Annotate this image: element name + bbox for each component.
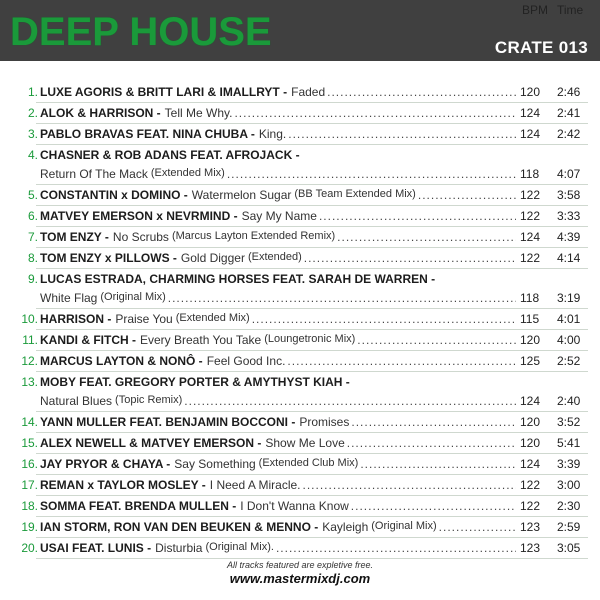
- track-number: 11.: [22, 333, 38, 347]
- dot-leader: [357, 333, 516, 347]
- dot-leader: [234, 106, 516, 120]
- track-artist: KANDI & FITCH -: [40, 333, 136, 347]
- dot-leader: [168, 291, 516, 305]
- track-row: [0, 82, 600, 103]
- dot-leader: [439, 520, 516, 534]
- track-time: 2:52: [557, 354, 581, 368]
- track-title: No Scrubs: [112, 230, 169, 244]
- track-title: Promises: [299, 415, 350, 429]
- track-bpm: 115: [520, 312, 540, 326]
- track-number: 17.: [21, 478, 38, 492]
- track-artist: ALEX NEWELL & MATVEY EMERSON -: [40, 436, 262, 450]
- track-row: [0, 185, 600, 206]
- track-artist: LUXE AGORIS & BRITT LARI & IMALLRYT -: [40, 85, 288, 99]
- track-row: [0, 517, 600, 538]
- track-bpm: 122: [520, 251, 541, 265]
- dot-leader: [347, 436, 516, 450]
- track-title: Tell Me Why.: [164, 106, 233, 120]
- track-bpm: 124: [520, 230, 541, 244]
- track-row: [0, 372, 600, 412]
- track-number: 6.: [27, 209, 38, 223]
- track-number: 13.: [21, 375, 38, 389]
- track-time: 2:59: [557, 520, 581, 534]
- track-title: Natural Blues: [40, 394, 113, 408]
- track-title: Feel Good Inc.: [206, 354, 286, 368]
- track-mix: (Marcus Layton Extended Remix): [171, 230, 336, 242]
- dot-leader: [252, 312, 516, 326]
- track-number: 19.: [21, 520, 38, 534]
- footer-note: All tracks featured are expletive free.: [226, 560, 374, 570]
- track-row: [0, 475, 600, 496]
- track-mix: (Extended Mix): [175, 312, 250, 324]
- track-artist: MOBY FEAT. GREGORY PORTER & AMYTHYST KIAH -: [40, 375, 350, 389]
- track-artist: USAI FEAT. LUNIS -: [40, 541, 152, 555]
- track-time: 3:19: [557, 291, 581, 305]
- track-number: 14.: [21, 415, 38, 429]
- track-mix: (BB Team Extended Mix): [294, 188, 416, 200]
- track-time: 3:58: [557, 188, 581, 202]
- time-column-header: Time: [557, 3, 584, 17]
- track-artist: JAY PRYOR & CHAYA -: [40, 457, 171, 471]
- dot-leader: [184, 394, 516, 408]
- dot-leader: [288, 127, 516, 141]
- track-row: [0, 248, 600, 269]
- track-bpm: 122: [520, 188, 541, 202]
- track-title: Every Breath You Take: [140, 333, 262, 347]
- track-artist: CHASNER & ROB ADANS FEAT. AFROJACK -: [40, 148, 300, 162]
- track-bpm: 124: [520, 394, 541, 408]
- track-mix: (Original Mix): [100, 291, 166, 303]
- track-row: [0, 206, 600, 227]
- track-artist: TOM ENZY -: [40, 230, 109, 244]
- track-row: [0, 227, 600, 248]
- dot-leader: [319, 209, 516, 223]
- row-divider: [36, 558, 588, 559]
- track-number: 2.: [27, 106, 38, 120]
- page-title: DEEP HOUSE: [10, 10, 272, 54]
- track-title: Say My Name: [241, 209, 317, 223]
- track-mix: (Extended Club Mix): [258, 457, 359, 469]
- track-bpm: 124: [520, 127, 541, 141]
- track-mix: (Extended): [247, 251, 302, 263]
- track-time: 3:05: [557, 541, 581, 555]
- track-time: 2:41: [557, 106, 581, 120]
- header-bar: [0, 0, 600, 61]
- track-row: [0, 412, 600, 433]
- track-time: 2:40: [557, 394, 581, 408]
- track-time: 2:30: [557, 499, 581, 513]
- track-time: 4:07: [557, 167, 581, 181]
- track-artist: HARRISON -: [40, 312, 112, 326]
- track-title: I Don't Wanna Know: [240, 499, 349, 513]
- track-mix: (Original Mix).: [205, 541, 274, 553]
- track-artist: PABLO BRAVAS FEAT. NINA CHUBA -: [40, 127, 255, 141]
- track-artist: SOMMA FEAT. BRENDA MULLEN -: [40, 499, 237, 513]
- track-artist: IAN STORM, RON VAN DEN BEUKEN & MENNO -: [40, 520, 319, 534]
- track-number: 16.: [21, 457, 38, 471]
- track-number: 12.: [21, 354, 38, 368]
- track-time: 4:00: [557, 333, 581, 347]
- crate-label: CRATE 013: [494, 38, 588, 57]
- track-bpm: 123: [520, 541, 541, 555]
- track-number: 1.: [27, 85, 38, 99]
- track-artist: LUCAS ESTRADA, CHARMING HORSES FEAT. SARAH DE WARREN -: [40, 272, 436, 286]
- track-bpm: 120: [520, 436, 541, 450]
- track-bpm: 123: [520, 520, 541, 534]
- track-number: 3.: [27, 127, 38, 141]
- track-title: Faded: [291, 85, 326, 99]
- track-artist: REMAN x TAYLOR MOSLEY -: [40, 478, 206, 492]
- track-title: White Flag: [40, 291, 98, 305]
- track-bpm: 118: [520, 167, 540, 181]
- dot-leader: [303, 478, 516, 492]
- track-title: Say Something: [174, 457, 256, 471]
- track-time: 4:01: [557, 312, 581, 326]
- track-title: Gold Digger: [180, 251, 245, 265]
- dot-leader: [276, 541, 516, 555]
- track-artist: MARCUS LAYTON & NONÔ -: [40, 354, 203, 368]
- track-mix: (Original Mix): [371, 520, 437, 532]
- track-number: 5.: [27, 188, 38, 202]
- track-mix: (Loungetronic Mix): [264, 333, 356, 345]
- track-time: 4:39: [557, 230, 581, 244]
- track-row: [0, 351, 600, 372]
- dot-leader: [351, 499, 516, 513]
- track-title: Disturbia: [155, 541, 203, 555]
- track-time: 2:46: [557, 85, 581, 99]
- dot-leader: [304, 251, 516, 265]
- track-time: 3:52: [557, 415, 581, 429]
- track-number: 10.: [21, 312, 38, 326]
- track-number: 4.: [27, 148, 38, 162]
- track-row: [0, 145, 600, 185]
- track-mix: (Extended Mix): [150, 167, 225, 179]
- track-number: 9.: [27, 272, 38, 286]
- track-number: 7.: [27, 230, 38, 244]
- track-bpm: 122: [520, 499, 541, 513]
- track-artist: TOM ENZY x PILLOWS -: [40, 251, 177, 265]
- track-bpm: 118: [520, 291, 540, 305]
- track-bpm: 124: [520, 457, 541, 471]
- track-artist: CONSTANTIN x DOMINO -: [40, 188, 188, 202]
- track-time: 3:39: [557, 457, 581, 471]
- track-number: 20.: [21, 541, 38, 555]
- track-row: [0, 433, 600, 454]
- footer-url[interactable]: www.mastermixdj.com: [229, 571, 371, 586]
- track-title: Praise You: [115, 312, 173, 326]
- track-row: [0, 103, 600, 124]
- track-row: [0, 538, 600, 559]
- track-title: Show Me Love: [265, 436, 345, 450]
- track-row: [0, 269, 600, 309]
- track-time: 3:00: [557, 478, 581, 492]
- dot-leader: [360, 457, 516, 471]
- dot-leader: [327, 85, 516, 99]
- track-bpm: 122: [520, 209, 541, 223]
- track-title: Kayleigh: [322, 520, 369, 534]
- track-bpm: 124: [520, 106, 541, 120]
- dot-leader: [227, 167, 516, 181]
- track-artist: YANN MULLER FEAT. BENJAMIN BOCCONI -: [40, 415, 296, 429]
- track-number: 15.: [21, 436, 38, 450]
- track-title: King.: [258, 127, 287, 141]
- track-number: 18.: [21, 499, 38, 513]
- track-time: 2:42: [557, 127, 581, 141]
- track-mix: (Topic Remix): [115, 394, 183, 406]
- track-row: [0, 330, 600, 351]
- dot-leader: [351, 415, 516, 429]
- track-row: [0, 496, 600, 517]
- track-title: I Need A Miracle.: [209, 478, 301, 492]
- track-title: Return Of The Mack: [40, 167, 148, 181]
- track-number: 8.: [27, 251, 38, 265]
- dot-leader: [418, 188, 516, 202]
- track-bpm: 125: [520, 354, 541, 368]
- track-time: 4:14: [557, 251, 581, 265]
- track-bpm: 120: [520, 415, 541, 429]
- track-bpm: 122: [520, 478, 541, 492]
- dot-leader: [337, 230, 516, 244]
- track-time: 3:33: [557, 209, 581, 223]
- track-row: [0, 309, 600, 330]
- track-time: 5:41: [557, 436, 581, 450]
- track-row: [0, 124, 600, 145]
- track-bpm: 120: [520, 85, 541, 99]
- track-artist: ALOK & HARRISON -: [40, 106, 161, 120]
- track-bpm: 120: [520, 333, 541, 347]
- bpm-column-header: BPM: [522, 3, 549, 17]
- dot-leader: [287, 354, 516, 368]
- track-title: Watermelon Sugar: [191, 188, 292, 202]
- track-row: [0, 454, 600, 475]
- track-artist: MATVEY EMERSON x NEVRMIND -: [40, 209, 238, 223]
